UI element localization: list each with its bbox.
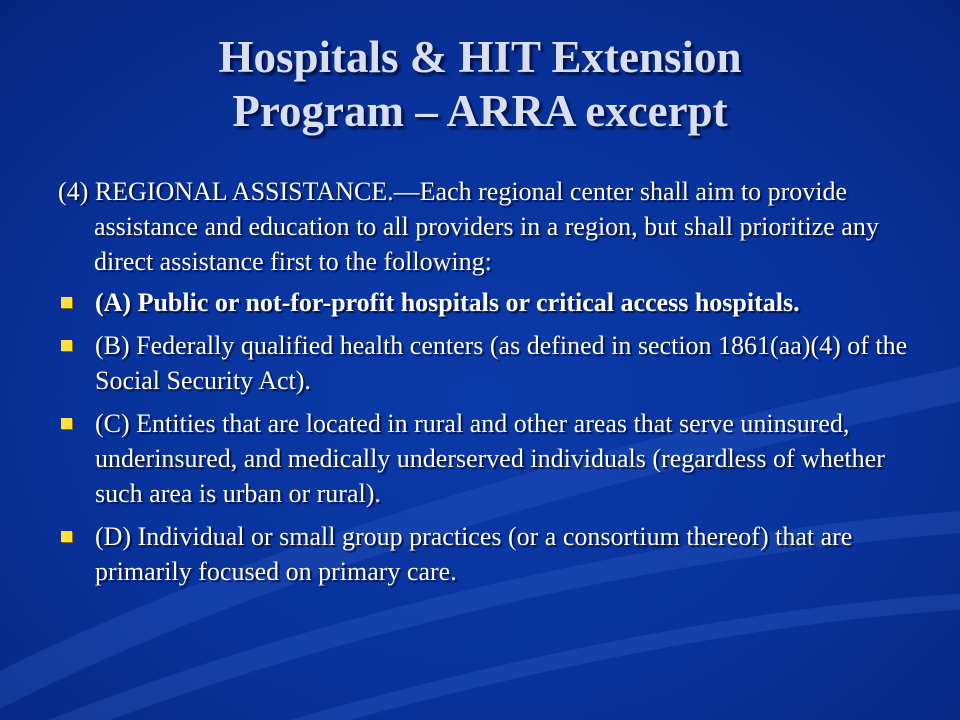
bullet-item-c — [58, 406, 908, 511]
bullet-item-b — [58, 328, 908, 398]
slide-body — [58, 174, 908, 597]
bullet-text: (D) Individual or small group practices (or a consortium thereof) that are primarily focused on primary care. — [95, 522, 853, 586]
bullet-text: (B) Federally qualified health centers (as defined in section 1861(aa)(4) of the Social Security Act). — [95, 331, 908, 395]
square-bullet-icon — [61, 418, 72, 429]
bullet-text: (A) Public or not-for-profit hospitals or critical access hospitals. — [95, 288, 800, 317]
intro-paragraph: (4) REGIONAL ASSISTANCE.—Each regional center shall aim to provide assistance and education to all providers in a region, but shall prioritize any direct assistance first to the following: — [58, 177, 879, 276]
title-line-1: Hospitals & HIT Extension — [218, 32, 742, 82]
square-bullet-icon — [61, 297, 72, 308]
slide-title — [40, 30, 920, 138]
bullet-item-d — [58, 519, 908, 589]
bullet-text: (C) Entities that are located in rural and other areas that serve uninsured, underinsured, and medically underserved individuals (regardless of whether such area is urban or rural). — [95, 409, 885, 508]
square-bullet-icon — [61, 531, 72, 542]
bullet-item-a — [58, 285, 908, 320]
title-line-2: Program – ARRA excerpt — [232, 86, 728, 136]
bullet-list — [58, 285, 908, 589]
square-bullet-icon — [61, 340, 72, 351]
